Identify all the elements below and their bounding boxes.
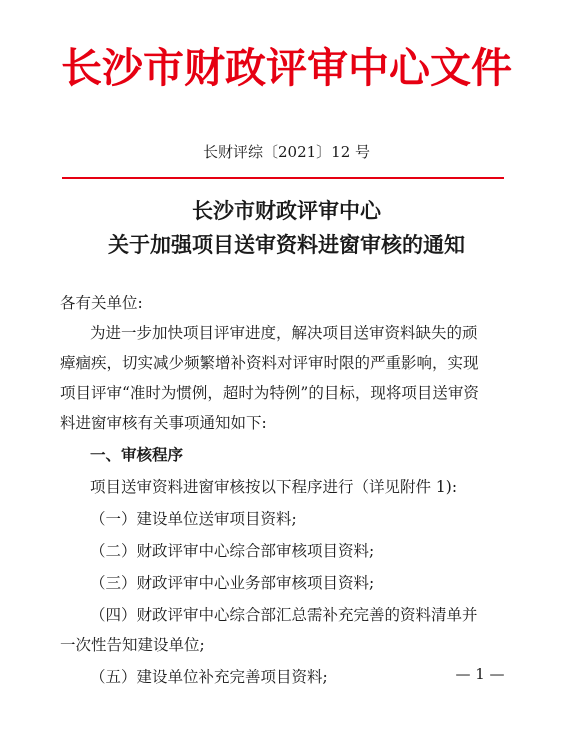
procedure-step: （四）财政评审中心综合部汇总需补充完善的资料清单并: [90, 606, 478, 624]
notice-title-line-2: 关于加强项目送审资料进窗审核的通知: [108, 232, 465, 257]
salutation: 各有关单位:: [60, 294, 143, 312]
procedure-step-continued: 一次性告知建设单位;: [60, 636, 205, 654]
procedure-step: （三）财政评审中心业务部审核项目资料;: [90, 574, 375, 592]
red-divider-line: [62, 177, 504, 179]
intro-line: 料进窗审核有关事项通知如下:: [60, 414, 267, 432]
intro-line: 项目评审“准时为惯例，超时为特例”的目标，现将项目送审资: [60, 384, 479, 402]
procedure-step: （五）建设单位补充完善项目资料;: [90, 668, 328, 686]
intro-line: 为进一步加快项目评审进度，解决项目送审资料缺失的顽: [90, 324, 478, 342]
notice-title-line-1: 长沙市财政评审中心: [192, 198, 381, 223]
section-heading: 一、审核程序: [90, 446, 184, 464]
document-number: 长财评综〔2021〕12 号: [202, 143, 371, 161]
section-lead: 项目送审资料进窗审核按以下程序进行（详见附件 1):: [90, 478, 458, 496]
intro-line: 瘴痼疾，切实减少频繁增补资料对评审时限的严重影响，实现: [60, 354, 479, 372]
procedure-step: （二）财政评审中心综合部审核项目资料;: [90, 542, 375, 560]
masthead-title: 长沙市财政评审中心文件: [61, 44, 512, 92]
page-number: — 1 —: [455, 665, 505, 683]
procedure-step: （一）建设单位送审项目资料;: [90, 510, 297, 528]
